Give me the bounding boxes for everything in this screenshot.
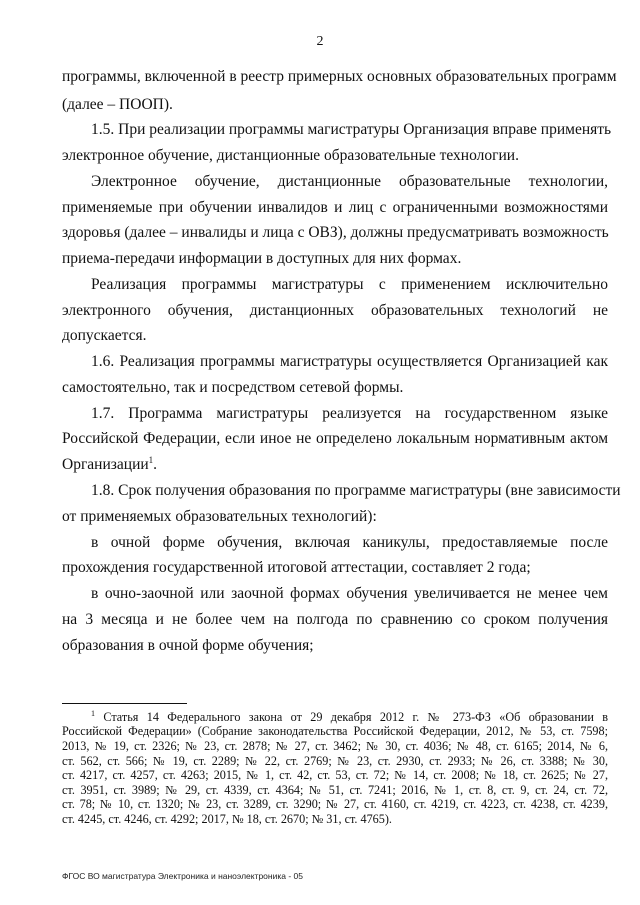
text-line: 1.6. Реализация программы магистратуры осуществляется Организацией как — [91, 353, 608, 370]
text-line: электронное обучение, дистанционные образовательные технологии. — [62, 147, 519, 164]
page-footer: ФГОС ВО магистратура Электроника и наноэлектроника - 05 — [62, 871, 303, 881]
text-fragment: Статья 14 Федерального закона от 29 декабря 2012 г. № 273-ФЗ «Об образовании в — [103, 710, 609, 724]
footnote-line: ст. 78; № 10, ст. 1320; № 23, ст. 3289, ст. 3290; № 27, ст. 4160, ст. 4219, ст. 4223, ст. 4238, ст. 4239, — [62, 797, 608, 811]
text-line: от применяемых образовательных технологий): — [62, 508, 377, 525]
footnote-reference: 1 — [148, 455, 154, 465]
footnote-line: ст. 4245, ст. 4246, ст. 4292; 2017, № 18, ст. 2670; № 31, ст. 4765). — [62, 812, 392, 826]
text-line: 1.8. Срок получения образования по программе магистратуры (вне зависимости — [91, 482, 621, 499]
text-line: Реализация программы магистратуры с применением исключительно — [91, 276, 608, 293]
text-line: здоровья (далее – инвалиды и лица с ОВЗ), должны предусматривать возможность — [62, 224, 609, 241]
text-line: прохождения государственной итоговой аттестации, составляет 2 года; — [62, 559, 531, 576]
text-line: (далее – ПООП). — [62, 96, 173, 113]
footnote-line: Российской Федерации» (Собрание законодательства Российской Федерации, 2012, № 53, ст. 7598; — [62, 724, 608, 738]
footnote-mark: 1 — [91, 709, 95, 718]
text-line: 1.7. Программа магистратуры реализуется на государственном языке — [91, 405, 608, 422]
footnote-line: ст. 4217, ст. 4257, ст. 4263; 2015, № 1, ст. 42, ст. 53, ст. 72; № 14, ст. 2008; № 18, ст. 2625; № 27, — [62, 768, 608, 782]
text-fragment: Организации — [62, 456, 149, 473]
page-number: 2 — [316, 34, 324, 49]
footnote-line: ст. 3951, ст. 3989; № 29, ст. 4339, ст. 4364; № 51, ст. 7241; 2016, № 1, ст. 8, ст. 9, ст. 24, ст. 72, — [62, 783, 608, 797]
footnote-line: ст. 562, ст. 566; № 19, ст. 2289; № 22, ст. 2769; № 23, ст. 2930, ст. 2933; № 26, ст. 3388; № 30, — [62, 754, 608, 768]
text-line: программы, включенной в реестр примерных основных образовательных программ — [62, 68, 617, 85]
text-line: 1.5. При реализации программы магистратуры Организация вправе применять — [91, 121, 612, 138]
text-line: на 3 месяца и не более чем на полгода по сравнению со сроком получения — [62, 611, 608, 628]
text-line: допускается. — [62, 327, 147, 344]
text-fragment: . — [153, 456, 158, 473]
text-line: Российской Федерации, если иное не определено локальным нормативным актом — [62, 430, 608, 447]
text-line — [62, 455, 608, 475]
footnote-line — [91, 710, 608, 724]
text-line: самостоятельно, так и посредством сетевой формы. — [62, 379, 404, 396]
text-line: в очной форме обучения, включая каникулы, предоставляемые после — [91, 534, 608, 551]
footnote-separator — [62, 703, 187, 704]
text-line: электронного обучения, дистанционных образовательных технологий не — [62, 302, 608, 319]
text-line: приема-передачи информации в доступных для них формах. — [62, 250, 462, 267]
text-line: образования в очной форме обучения; — [62, 637, 314, 654]
text-line: применяемые при обучении инвалидов и лиц с ограниченными возможностями — [62, 199, 608, 216]
text-line: в очно-заочной или заочной формах обучения увеличивается не менее чем — [91, 585, 608, 602]
text-line: Электронное обучение, дистанционные образовательные технологии, — [91, 173, 608, 190]
footnote-line: 2013, № 19, ст. 2326; № 23, ст. 2878; № 27, ст. 3462; № 30, ст. 4036; № 48, ст. 6165; 2014, № 6, — [62, 739, 608, 753]
